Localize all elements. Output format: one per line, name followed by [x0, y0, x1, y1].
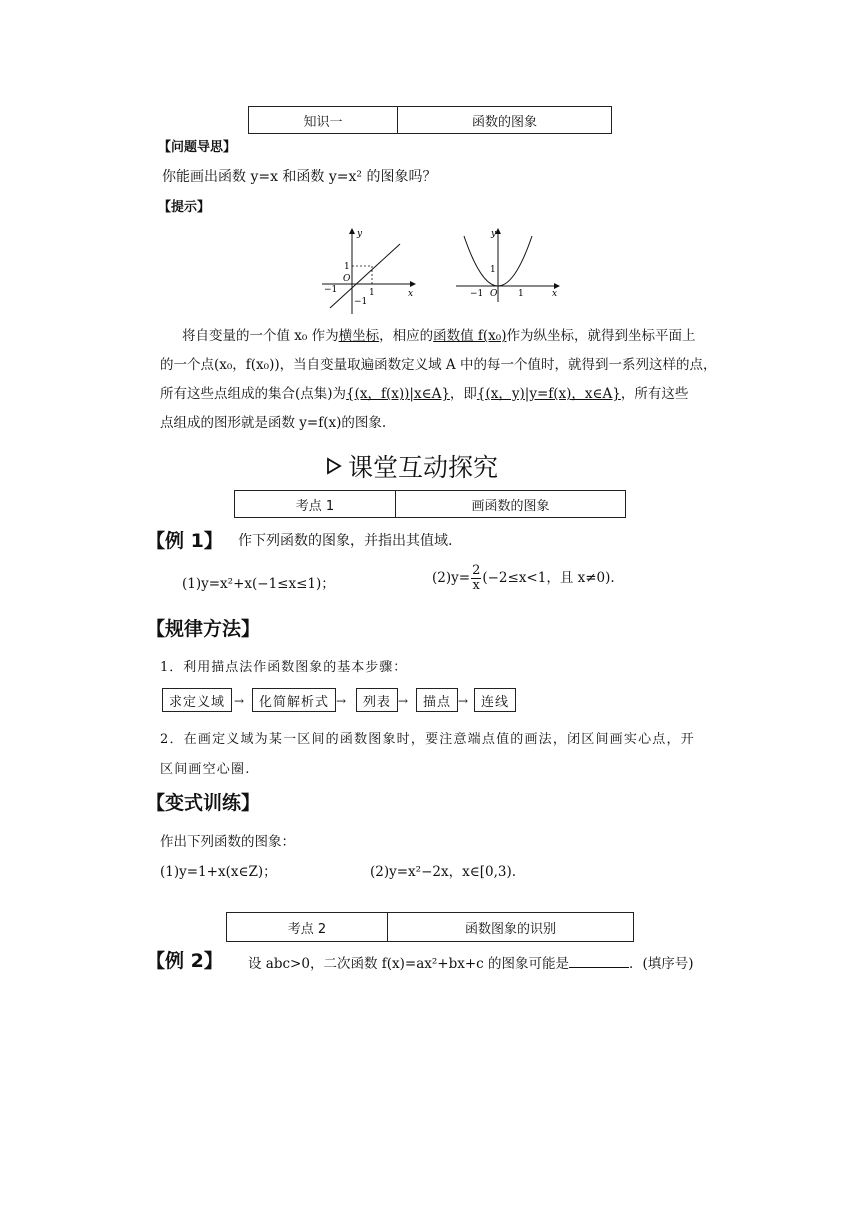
graph1-tick-neg1-y: −1 [354, 297, 368, 307]
section-title: 函数的图象 [471, 114, 537, 130]
def-text: 所有这些点组成的集合(点集)为 [160, 386, 347, 402]
arrow-icon: → [398, 694, 409, 708]
key-point-2-number: 考点 2 [227, 913, 388, 941]
key-point-2-title: 函数图象的识别 [464, 921, 556, 937]
def-text: ，相应的 [379, 328, 434, 344]
graph1-tick-neg1-x: −1 [324, 285, 338, 295]
example-1-part-2-tail: (−2≤x<1，且 x≠0). [482, 570, 615, 586]
definition-line-4: 点组成的图形就是函数 y=f(x)的图象. [160, 415, 387, 431]
question-text: 你能画出函数 y=x 和函数 y=x² 的图象吗？ [162, 169, 437, 185]
def-blank-point-set: {(x，f(x))|x∈A} [346, 386, 450, 402]
key-point-1-title: 画函数的图象 [471, 498, 550, 514]
graph2-origin: O [490, 289, 498, 299]
main-title [326, 448, 498, 484]
step-box-table: 列表 [356, 688, 398, 712]
graph1-tick-1-y: 1 [344, 262, 350, 272]
example-1-label: 【例 1】 [146, 530, 223, 552]
variant-part-2: (2)y=x²−2x，x∈[0,3). [370, 864, 517, 880]
definition-line-2: 的一个点(x₀，f(x₀))，当自变量取遍函数定义域 A 中的每一个值时，就得到一系列这样的点， [160, 357, 717, 373]
step-box-domain: 求定义域 [162, 688, 232, 712]
def-blank-function-value: 函数值 f(x₀) [433, 328, 507, 344]
triangle-icon [326, 457, 342, 475]
example-1-part-1: (1)y=x²+x(−1≤x≤1)； [182, 576, 335, 592]
method-step-2-line-1: 2．在画定义域为某一区间的函数图象时，要注意端点值的画法，闭区间画实心点，开 [160, 732, 695, 747]
def-text: ，所有这些 [620, 386, 689, 402]
main-title-text: 课堂互动探究 [348, 453, 499, 482]
graph1-tick-1-x: 1 [369, 288, 375, 298]
def-text: ，即 [449, 386, 477, 402]
fraction-numerator: 2 [472, 563, 481, 578]
example-2-suffix: ．(填序号) [629, 956, 694, 972]
section-number: 知识一 [249, 107, 398, 133]
hint-heading: 【提示】 [158, 200, 211, 215]
graph2-x-label: x [552, 289, 558, 299]
graph1-y-label: y [357, 229, 363, 239]
graph1-x-label: x [408, 289, 414, 299]
example-1-text: 作下列函数的图象，并指出其值域. [238, 533, 453, 549]
graph2-y-label: y [491, 229, 497, 239]
graph1-origin: O [343, 274, 351, 284]
graph-parabola [454, 226, 564, 306]
example-1-part-2-lead: (2)y= [432, 570, 471, 586]
arrow-icon: → [458, 694, 469, 708]
example-2-label: 【例 2】 [146, 950, 223, 972]
def-blank-xy-set: {(x，y)|y=f(x)，x∈A} [476, 386, 621, 402]
section-header-table [248, 106, 612, 134]
step-box-simplify: 化简解析式 [252, 688, 336, 712]
graph2-tick-1-y: 1 [490, 265, 496, 275]
key-point-2-table [226, 912, 634, 942]
definition-line-1 [160, 322, 732, 351]
method-step-1: 1．利用描点法作函数图象的基本步骤： [160, 660, 408, 675]
key-point-1-number: 考点 1 [235, 491, 396, 517]
example-2-text [248, 952, 694, 972]
def-blank-abscissa: 横坐标 [338, 328, 380, 344]
example-2-question: 设 abc>0，二次函数 f(x)=ax²+bx+c 的图象可能是 [248, 956, 569, 972]
def-text: 作为纵坐标，就得到坐标平面上 [506, 328, 696, 344]
variant-intro: 作出下列函数的图象： [160, 834, 295, 850]
question-heading: 【问题导思】 [158, 140, 237, 155]
graph-linear [318, 226, 418, 316]
fraction-denominator: x [472, 578, 480, 593]
example-1-part-2 [432, 564, 615, 593]
step-box-plot: 描点 [416, 688, 458, 712]
key-point-1-table [234, 490, 626, 518]
definition-paragraph [160, 322, 732, 438]
arrow-icon: → [336, 694, 347, 708]
variant-part-1: (1)y=1+x(x∈Z)； [160, 864, 277, 880]
method-heading: 【规律方法】 [146, 618, 261, 640]
def-text: 将自变量的一个值 x₀ 作为 [182, 328, 339, 344]
step-box-connect: 连线 [474, 688, 516, 712]
arrow-icon: → [234, 694, 245, 708]
graph2-tick-1-x: 1 [518, 289, 524, 299]
answer-blank [569, 955, 629, 968]
definition-line-3 [160, 380, 732, 409]
variant-heading: 【变式训练】 [146, 792, 261, 814]
graph2-tick-neg1-x: −1 [470, 289, 484, 299]
method-step-2-line-2: 区间画空心圈. [160, 762, 251, 777]
fraction-2-over-x [471, 564, 481, 593]
